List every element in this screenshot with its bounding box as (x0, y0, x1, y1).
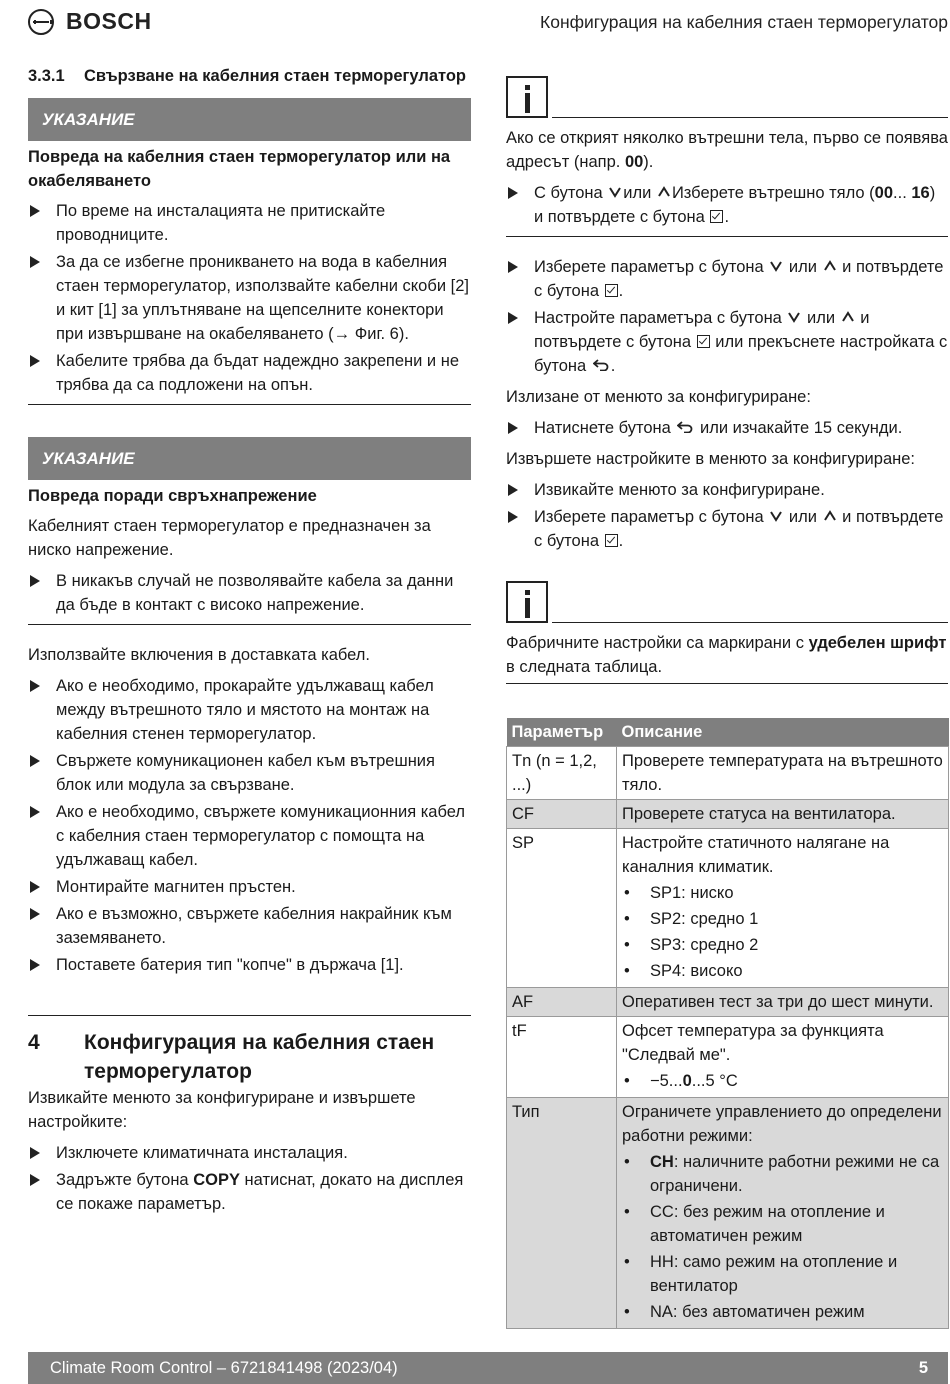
chapter-heading (28, 1015, 471, 1086)
page-footer (28, 1352, 948, 1384)
list-item: По време на инсталацията не притискайте проводниците. (28, 199, 471, 247)
notice-title: Повреда на кабелния стаен терморегулатор или на окабеляването (28, 148, 451, 190)
desc-cell: Оперативен тест за три до шест минути. (617, 988, 949, 1017)
check-icon (605, 534, 618, 547)
footer-text: Climate Room Control – 6721841498 (2023/04) (50, 1359, 398, 1377)
param-cell: CF (507, 800, 617, 829)
desc-cell: Проверете температурата на вътрешното тяло. (617, 747, 949, 800)
check-icon (710, 210, 723, 223)
list-item: Извикайте менюто за конфигуриране. (506, 478, 948, 502)
list-item: • CH: наличните работни режими не са ограничени. (622, 1150, 943, 1198)
notice-title: Повреда поради свръхнапрежение (28, 487, 317, 505)
chevron-up-icon (824, 260, 836, 272)
table-row (507, 988, 949, 1017)
back-arrow-icon (677, 421, 693, 433)
page-number: 5 (918, 1359, 928, 1377)
divider (552, 117, 948, 118)
desc-cell: Проверете статуса на вентилатора. (617, 800, 949, 829)
table-row (507, 1017, 949, 1098)
info-block (506, 126, 948, 237)
page-header (0, 0, 950, 44)
list-item: Ако е необходимо, свържете комуникационния кабел с кабелния стаен терморегулатор с помощта на удължаващ кабел. (28, 800, 471, 872)
exit-intro: Излизане от менюто за конфигуриране: (506, 388, 811, 406)
info-text: Фабричните настройки са маркирани с удебелен шрифт в следната таблица. (506, 634, 947, 676)
back-arrow-icon (593, 359, 609, 371)
info-icon (506, 581, 548, 623)
settings-table (506, 718, 949, 1329)
notice-label: УКАЗАНИЕ (28, 437, 471, 480)
list-item: В никакъв случай не позволявайте кабела за данни да бъде в контакт с високо напрежение. (28, 569, 471, 617)
bosch-armature-icon (28, 9, 54, 35)
list-item: С бутона или Изберете вътрешно тяло (00... 16) и потвърдете с бутона . (506, 181, 948, 229)
notice-text: Кабелният стаен терморегулатор е предназначен за ниско напрежение. (28, 517, 431, 559)
list-item: • CC: без режим на отопление и автоматичен режим (622, 1200, 943, 1248)
chapter-title: Конфигурация на кабелния стаен терморегулатор (84, 1031, 435, 1083)
chevron-down-icon (788, 311, 800, 323)
desc-cell (617, 1017, 949, 1098)
list-item: Изберете параметър с бутона или и потвърдете с бутона . (506, 255, 948, 303)
check-icon (697, 335, 710, 348)
column-header: Параметър (507, 718, 617, 747)
table-row (507, 1098, 949, 1329)
info-header (506, 72, 948, 118)
desc-text: Настройте статичното налягане на каналния климатик. (622, 834, 890, 876)
settings-intro: Извършете настройките в менюто за конфигуриране: (506, 450, 916, 468)
chevron-up-icon (658, 186, 670, 198)
table-row (507, 747, 949, 800)
section-title: Свързване на кабелния стаен терморегулатор (84, 67, 467, 85)
section-number: 3.3.1 (28, 67, 65, 85)
desc-text: Ограничете управлението до определени работни режими: (622, 1103, 942, 1145)
notice-block (28, 437, 471, 625)
list-item: • SP1: ниско (622, 881, 943, 905)
list-item: Ако е необходимо, прокарайте удължаващ кабел между вътрешното тяло и мястото на монтаж на кабелния стенен терморегулатор. (28, 674, 471, 746)
chapter-number: 4 (28, 1031, 40, 1054)
info-text: Ако се открият няколко вътрешни тела, първо се появява адресът (напр. 00). (506, 129, 948, 171)
list-item: • −5...0...5 °C (622, 1069, 943, 1093)
list-item: Настройте параметъра с бутона или и потвърдете с бутона или прекъснете настройката с бутона . (506, 306, 948, 378)
chevron-down-icon (609, 186, 621, 198)
cable-intro: Използвайте включения в доставката кабел. (28, 646, 371, 664)
table-header (507, 718, 949, 747)
bosch-logo (28, 8, 152, 35)
chevron-down-icon (770, 510, 782, 522)
table-row (507, 800, 949, 829)
param-cell: Тип (507, 1098, 617, 1329)
list-item: Свържете комуникационен кабел към вътрешния блок или модула за свързване. (28, 749, 471, 797)
list-item: Монтирайте магнитен пръстен. (28, 875, 471, 899)
list-item: • SP4: високо (622, 959, 943, 983)
list-item: Поставете батерия тип "копче" в държача [1]. (28, 953, 471, 977)
chevron-down-icon (770, 260, 782, 272)
info-icon (506, 76, 548, 118)
header-title: Конфигурация на кабелния стаен терморегулатор (540, 12, 948, 32)
param-cell: Tn (n = 1,2, ...) (507, 747, 617, 800)
info-block (506, 631, 948, 684)
list-item: Натиснете бутона или изчакайте 15 секунди. (506, 416, 948, 440)
chevron-up-icon (842, 311, 854, 323)
list-item: • SP2: средно 1 (622, 907, 943, 931)
section-heading (28, 64, 471, 88)
chevron-up-icon (824, 510, 836, 522)
param-cell: SP (507, 829, 617, 988)
desc-cell (617, 1098, 949, 1329)
divider (552, 622, 948, 623)
list-item: Задръжте бутона COPY натиснат, докато на дисплея се покаже параметър. (28, 1168, 471, 1216)
table-row (507, 829, 949, 988)
list-item: • SP3: средно 2 (622, 933, 943, 957)
left-column (28, 64, 471, 1223)
notice-block (28, 98, 471, 405)
notice-label: УКАЗАНИЕ (28, 98, 471, 141)
desc-cell (617, 829, 949, 988)
list-item: Кабелите трябва да бъдат надеждно закрепени и не трябва да са подложени на опън. (28, 349, 471, 397)
brand-name: BOSCH (66, 8, 152, 34)
list-item: Изключете климатичната инсталация. (28, 1141, 471, 1165)
param-cell: tF (507, 1017, 617, 1098)
column-header: Описание (617, 718, 949, 747)
param-cell: AF (507, 988, 617, 1017)
check-icon (605, 284, 618, 297)
list-item: • NA: без автоматичен режим (622, 1300, 943, 1324)
list-item: Изберете параметър с бутона или и потвърдете с бутона . (506, 505, 948, 553)
right-column (506, 72, 948, 1329)
list-item: За да се избегне проникването на вода в кабелния стаен терморегулатор, използвайте кабелни скоби [2] и кит [1] за уплътняване на щепселните конектори при извършване на окабеляването (→ Фиг. 6). (28, 250, 471, 346)
chapter-intro: Извикайте менюто за конфигуриране и извършете настройките: (28, 1089, 416, 1131)
desc-text: Офсет температура за функцията "Следвай ме". (622, 1022, 884, 1064)
list-item: Ако е възможно, свържете кабелния накрайник към заземяването. (28, 902, 471, 950)
list-item: • HH: само режим на отопление и вентилатор (622, 1250, 943, 1298)
info-header (506, 577, 948, 623)
